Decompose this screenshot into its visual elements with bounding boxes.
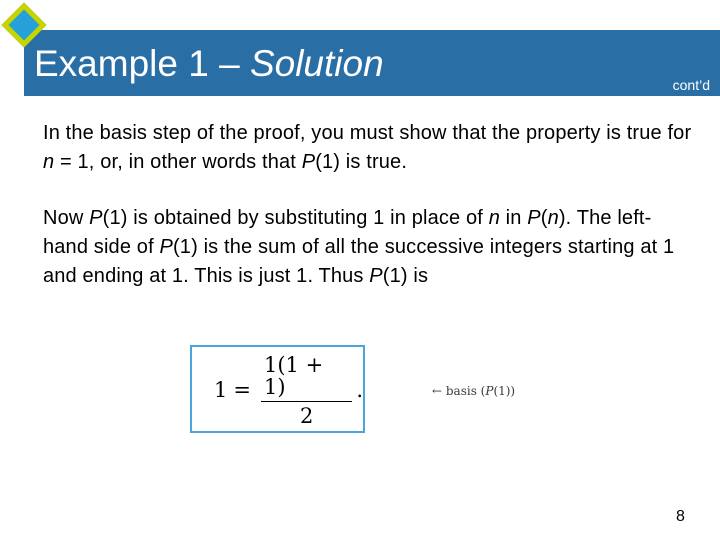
basis-paren-rest: (1)) — [493, 384, 516, 398]
para2-text-f: (1) is the sum of all the successive integers starting at 1 and ending at 1. This is just 1. Thus — [43, 236, 675, 287]
para2-var-p2: P — [527, 207, 541, 229]
para1-var-p: P — [301, 151, 316, 173]
para2-text-g: (1) is — [382, 265, 429, 287]
slide-title — [34, 42, 384, 86]
equation-fraction — [261, 354, 352, 427]
basis-arrow-label: ← basis — [432, 384, 477, 398]
basis-var-p: P — [485, 384, 494, 398]
para2-var-n2: n — [547, 207, 559, 229]
para2-var-p3: P — [159, 236, 173, 258]
continued-label: cont’d — [672, 77, 710, 93]
basis-equation — [214, 352, 363, 428]
paragraph-basis-step — [43, 119, 693, 177]
para1-var-n: n — [43, 151, 55, 173]
equals-sign: = — [233, 378, 251, 402]
title-main: Example 1 – — [34, 43, 250, 84]
title-bar — [24, 30, 720, 96]
equation-box — [190, 345, 365, 433]
title-emphasis: Solution — [249, 43, 384, 84]
para2-text-e: ). The left-hand side of — [43, 207, 652, 258]
para1-text-b: = 1, or, in other words that — [54, 151, 302, 173]
paragraph-substitution — [43, 204, 693, 291]
para1-text-a: In the basis step of the proof, you must show that the property is true for — [43, 122, 692, 144]
fraction-numerator: 1(1 + 1) — [261, 354, 352, 402]
equation-period: . — [356, 378, 363, 402]
para2-var-n1: n — [488, 207, 500, 229]
para2-var-p4: P — [369, 265, 383, 287]
para1-text-c: (1) is true. — [315, 151, 408, 173]
para2-text-d: ( — [540, 207, 548, 229]
para2-text-a: Now — [43, 207, 90, 229]
para2-text-c: in — [499, 207, 528, 229]
page-number: 8 — [676, 508, 685, 525]
para2-var-p1: P — [89, 207, 103, 229]
basis-paren-open: ( — [476, 384, 486, 398]
para2-text-b: (1) is obtained by substituting 1 in place of — [102, 207, 489, 229]
basis-annotation — [432, 384, 515, 398]
fraction-denominator: 2 — [299, 403, 314, 428]
equation-lhs: 1 — [214, 378, 228, 402]
